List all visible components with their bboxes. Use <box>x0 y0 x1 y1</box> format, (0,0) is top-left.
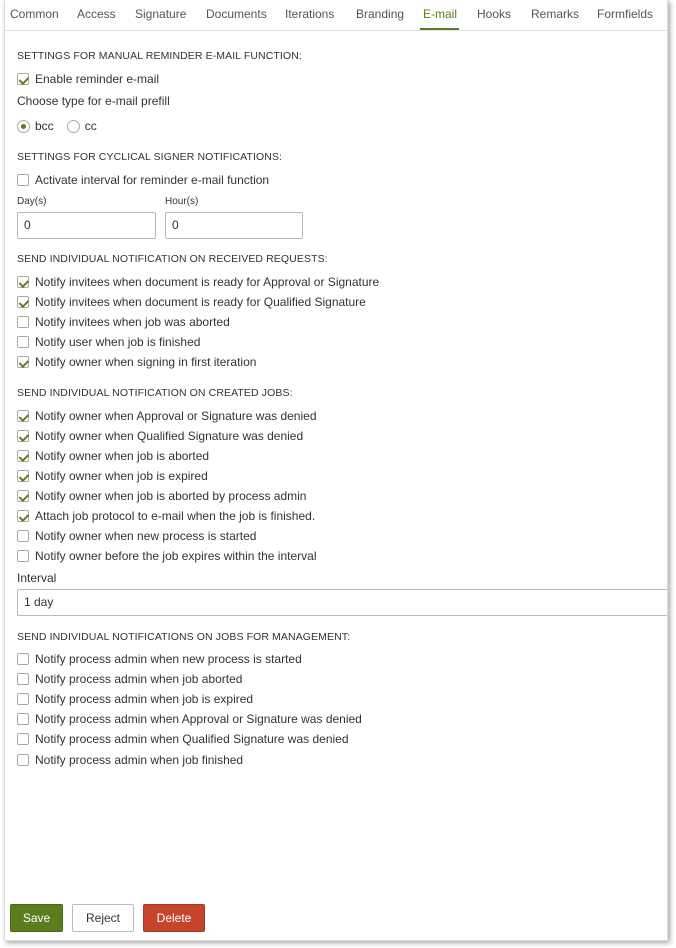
received-item-checkbox[interactable] <box>17 276 29 288</box>
activate-interval-label[interactable]: Activate interval for reminder e-mail function <box>35 173 270 187</box>
management-item-checkbox[interactable] <box>17 713 29 725</box>
created-item-checkbox[interactable] <box>17 550 29 562</box>
received-item[interactable] <box>17 354 256 370</box>
created-item-label[interactable]: Notify owner when new process is started <box>35 529 257 543</box>
enable-reminder-row[interactable] <box>17 71 159 87</box>
management-item[interactable] <box>17 651 302 667</box>
created-item-label[interactable]: Notify owner when Qualified Signature was denied <box>35 429 304 443</box>
received-item-checkbox[interactable] <box>17 356 29 368</box>
management-item-checkbox[interactable] <box>17 653 29 665</box>
management-item[interactable] <box>17 691 253 707</box>
management-item[interactable] <box>17 711 362 727</box>
save-button[interactable]: Save <box>10 904 63 932</box>
received-item-label[interactable]: Notify invitees when job was aborted <box>35 315 230 329</box>
cc-label[interactable]: cc <box>84 119 97 133</box>
received-item-label[interactable]: Notify user when job is finished <box>35 335 201 349</box>
tab-signature[interactable]: Signature <box>135 7 187 21</box>
created-item-checkbox[interactable] <box>17 410 29 422</box>
received-item[interactable] <box>17 334 200 350</box>
management-item[interactable] <box>17 752 243 768</box>
management-item-checkbox[interactable] <box>17 693 29 705</box>
created-item[interactable] <box>17 428 303 444</box>
tab-branding[interactable]: Branding <box>356 7 405 21</box>
created-item-label[interactable]: Notify owner when job is expired <box>35 469 208 483</box>
created-item[interactable] <box>17 448 209 464</box>
enable-reminder-label[interactable]: Enable reminder e-mail <box>35 72 160 86</box>
created-item-checkbox[interactable] <box>17 530 29 542</box>
created-item[interactable] <box>17 408 317 424</box>
received-item-checkbox[interactable] <box>17 316 29 328</box>
settings-panel <box>4 0 668 941</box>
management-item[interactable] <box>17 671 242 687</box>
created-item[interactable] <box>17 548 316 564</box>
management-item-checkbox[interactable] <box>17 673 29 685</box>
section-title-management: SEND INDIVIDUAL NOTIFICATIONS ON JOBS FOR MANAGEMENT: <box>17 631 351 643</box>
created-item[interactable] <box>17 528 256 544</box>
management-item-label[interactable]: Notify process admin when new process is started <box>35 652 302 666</box>
created-item[interactable] <box>17 508 315 524</box>
prefill-type-label: Choose type for e-mail prefill <box>17 94 170 108</box>
tab-hooks[interactable]: Hooks <box>477 7 512 21</box>
active-tab-indicator <box>420 28 459 30</box>
section-title-created: SEND INDIVIDUAL NOTIFICATION ON CREATED JOBS: <box>17 387 293 399</box>
hours-input[interactable]: 0 <box>165 212 303 239</box>
activate-interval-checkbox[interactable] <box>17 174 29 186</box>
received-item[interactable] <box>17 294 366 310</box>
days-input[interactable]: 0 <box>17 212 156 239</box>
management-item-label[interactable]: Notify process admin when Qualified Signature was denied <box>35 732 349 746</box>
received-item-label[interactable]: Notify owner when signing in first iteration <box>35 355 257 369</box>
created-item-checkbox[interactable] <box>17 490 29 502</box>
management-item[interactable] <box>17 731 349 747</box>
received-item[interactable] <box>17 274 379 290</box>
received-item-label[interactable]: Notify invitees when document is ready for Qualified Signature <box>35 295 366 309</box>
management-item-label[interactable]: Notify process admin when Approval or Signature was denied <box>35 712 362 726</box>
received-item-checkbox[interactable] <box>17 296 29 308</box>
section-title-manual-reminder: SETTINGS FOR MANUAL REMINDER E-MAIL FUNCTION: <box>17 50 302 62</box>
days-label: Day(s) <box>17 196 47 207</box>
created-item[interactable] <box>17 488 306 504</box>
created-item-label[interactable]: Notify owner when job is aborted <box>35 449 210 463</box>
interval-label: Interval <box>17 571 57 585</box>
created-item-label[interactable]: Notify owner when Approval or Signature was denied <box>35 409 317 423</box>
created-item-checkbox[interactable] <box>17 470 29 482</box>
reject-button[interactable]: Reject <box>72 904 134 932</box>
section-title-cyclical: SETTINGS FOR CYCLICAL SIGNER NOTIFICATIONS: <box>17 151 283 163</box>
bcc-label[interactable]: bcc <box>35 119 54 133</box>
tab-iterations[interactable]: Iterations <box>285 7 335 21</box>
created-item-label[interactable]: Attach job protocol to e-mail when the job is finished. <box>35 509 316 523</box>
tab-access[interactable]: Access <box>77 7 116 21</box>
interval-select[interactable]: 1 day <box>17 589 668 616</box>
tab-remarks[interactable]: Remarks <box>531 7 580 21</box>
management-item-label[interactable]: Notify process admin when job is expired <box>35 692 254 706</box>
received-item-label[interactable]: Notify invitees when document is ready for Approval or Signature <box>35 275 380 289</box>
created-item[interactable] <box>17 468 208 484</box>
created-item-checkbox[interactable] <box>17 430 29 442</box>
tab-common[interactable]: Common <box>10 7 59 21</box>
created-item-checkbox[interactable] <box>17 450 29 462</box>
section-title-received: SEND INDIVIDUAL NOTIFICATION ON RECEIVED REQUESTS: <box>17 253 328 265</box>
management-item-checkbox[interactable] <box>17 733 29 745</box>
created-item-label[interactable]: Notify owner before the job expires within the interval <box>35 549 317 563</box>
management-item-label[interactable]: Notify process admin when job finished <box>35 753 244 767</box>
management-item-label[interactable]: Notify process admin when job aborted <box>35 672 243 686</box>
tab-formfields[interactable]: Formfields <box>597 7 654 21</box>
tab-email[interactable]: E-mail <box>423 7 458 21</box>
enable-reminder-checkbox[interactable] <box>17 73 29 85</box>
received-item[interactable] <box>17 314 230 330</box>
delete-button[interactable]: Delete <box>143 904 205 932</box>
bcc-radio[interactable] <box>17 120 30 133</box>
management-item-checkbox[interactable] <box>17 754 29 766</box>
prefill-radio-group <box>17 118 97 134</box>
created-item-label[interactable]: Notify owner when job is aborted by process admin <box>35 489 307 503</box>
hours-label: Hour(s) <box>165 196 199 207</box>
activate-interval-row[interactable] <box>17 172 269 188</box>
cc-radio[interactable] <box>67 120 80 133</box>
tab-bar <box>5 0 667 31</box>
created-item-checkbox[interactable] <box>17 510 29 522</box>
received-item-checkbox[interactable] <box>17 336 29 348</box>
tab-documents[interactable]: Documents <box>206 7 267 21</box>
